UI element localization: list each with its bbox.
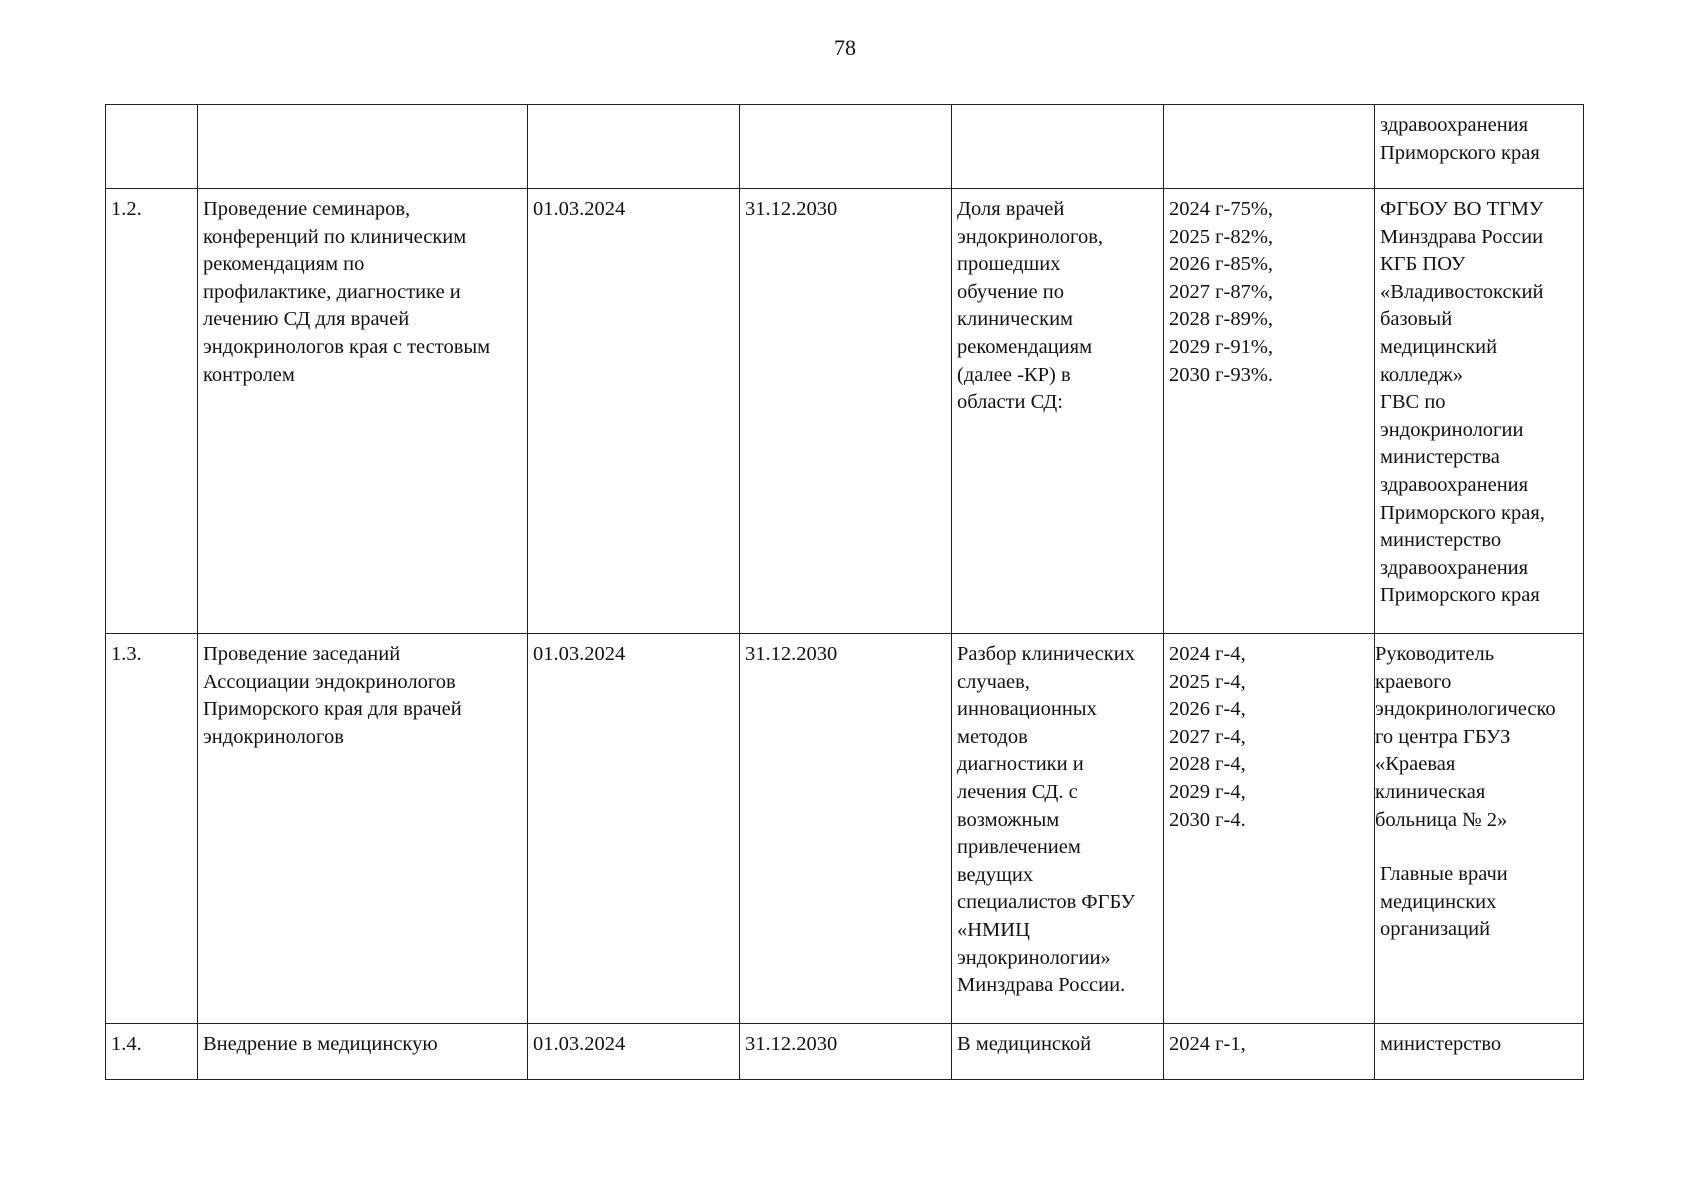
cell-number: 1.3. bbox=[106, 634, 198, 1024]
cell-end-date: 31.12.2030 bbox=[740, 1024, 952, 1080]
cell-number: 1.2. bbox=[106, 189, 198, 634]
page-number: 78 bbox=[834, 35, 856, 60]
responsible-primary: Руководитель краевого эндокринологическо го центра ГБУЗ «Краевая клиническая больница № 2» bbox=[1375, 643, 1556, 831]
responsible-secondary: Главные врачи медицинских организаций bbox=[1380, 863, 1508, 941]
table-row-continuation bbox=[106, 105, 1584, 189]
cell-responsible bbox=[1375, 634, 1584, 1024]
cell-number: 1.4. bbox=[106, 1024, 198, 1080]
cell-number bbox=[106, 105, 198, 189]
responsible-spacer bbox=[1375, 834, 1578, 861]
cell-start-date: 01.03.2024 bbox=[528, 189, 740, 634]
table-row-1-3 bbox=[106, 634, 1584, 1024]
cell-end-date bbox=[740, 105, 952, 189]
cell-start-date: 01.03.2024 bbox=[528, 1024, 740, 1080]
table-row-1-2 bbox=[106, 189, 1584, 634]
cell-targets: 2024 г-75%, 2025 г-82%, 2026 г-85%, 2027 г-87%, 2028 г-89%, 2029 г-91%, 2030 г-93%. bbox=[1164, 189, 1375, 634]
cell-responsible: здравоохранения Приморского края bbox=[1375, 105, 1584, 189]
cell-activity: Внедрение в медицинскую bbox=[198, 1024, 528, 1080]
cell-responsible: министерство bbox=[1375, 1024, 1584, 1080]
cell-indicator: Разбор клинических случаев, инновационных методов диагностики и лечения СД. с возможным привлечением ведущих специалистов ФГБУ «НМИЦ эндокринологии» Минздрава России. bbox=[952, 634, 1164, 1024]
cell-indicator bbox=[952, 105, 1164, 189]
cell-start-date bbox=[528, 105, 740, 189]
cell-start-date: 01.03.2024 bbox=[528, 634, 740, 1024]
cell-indicator: В медицинской bbox=[952, 1024, 1164, 1080]
cell-targets: 2024 г-1, bbox=[1164, 1024, 1375, 1080]
cell-activity: Проведение семинаров, конференций по клиническим рекомендациям по профилактике, диагностике и лечению СД для врачей эндокринологов края с тестовым контролем bbox=[198, 189, 528, 634]
cell-activity bbox=[198, 105, 528, 189]
table-row-1-4 bbox=[106, 1024, 1584, 1080]
cell-activity: Проведение заседаний Ассоциации эндокринологов Приморского края для врачей эндокринологов bbox=[198, 634, 528, 1024]
cell-targets bbox=[1164, 105, 1375, 189]
cell-targets: 2024 г-4, 2025 г-4, 2026 г-4, 2027 г-4, 2028 г-4, 2029 г-4, 2030 г-4. bbox=[1164, 634, 1375, 1024]
cell-end-date: 31.12.2030 bbox=[740, 189, 952, 634]
cell-responsible: ФГБОУ ВО ТГМУ Минздрава России КГБ ПОУ «Владивостокский базовый медицинский колледж» ГВС по эндокринологии министерства здравоохранения Приморского края, министерство здравоохранения Приморского края bbox=[1375, 189, 1584, 634]
cell-indicator: Доля врачей эндокринологов, прошедших обучение по клиническим рекомендациям (далее -КР) в области СД: bbox=[952, 189, 1164, 634]
activity-plan-table bbox=[105, 104, 1584, 1080]
cell-end-date: 31.12.2030 bbox=[740, 634, 952, 1024]
